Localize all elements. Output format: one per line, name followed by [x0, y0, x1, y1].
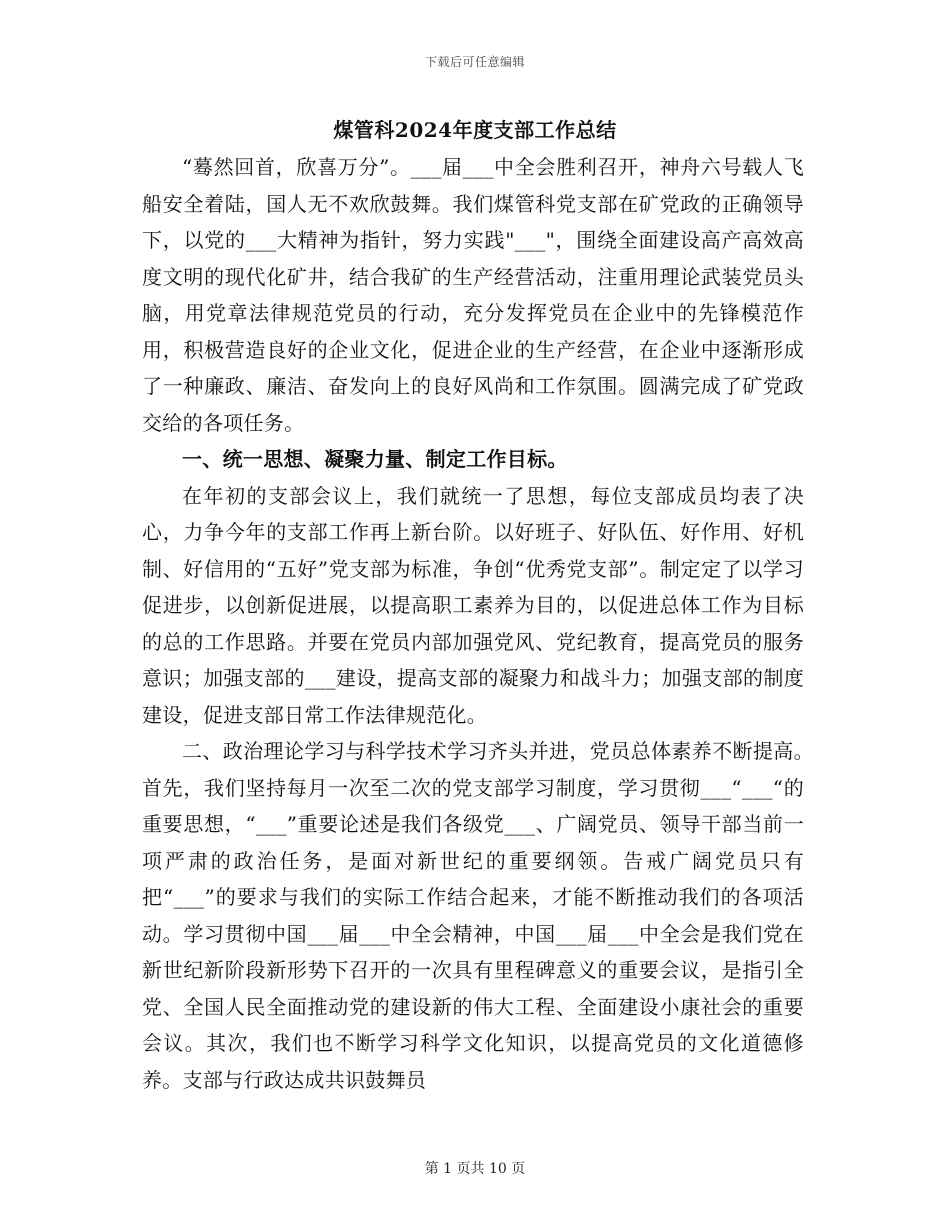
paragraph-intro: “蓦然回首，欣喜万分”。___届___中全会胜利召开，神舟六号载人飞船安全着陆，国人无不欢欣鼓舞。我们煤管科党支部在矿党政的正确领导下，以党的___大精神为指针，努力实践"___"，围绕全面建设高产高效高度文明的现代化矿井，结合我矿的生产经营活动，注重用理论武装党员头脑，用党章法律规范党员的行动，充分发挥党员在企业中的先锋模范作用，积极营造良好的企业文化，促进企业的生产经营，在企业中逐渐形成了一种廉政、廉洁、奋发向上的良好风尚和工作氛围。圆满完成了矿党政交给的各项任务。 [142, 155, 804, 435]
page-footer: 第 1 页共 10 页 [424, 1161, 526, 1177]
paragraph-section-1: 在年初的支部会议上，我们就统一了思想，每位支部成员均表了决心，力争今年的支部工作再上新台阶。以好班子、好队伍、好作用、好机制、好信用的“五好”党支部为标准，争创“优秀党支部”。制定定了以学习促进步，以创新促进展，以提高职工素养为目的，以促进总体工作为目标的总的工作思路。并要在党员内部加强党风、党纪教育，提高党员的服务意识；加强支部的___建设，提高支部的凝聚力和战斗力；加强支部的制度建设，促进支部日常工作法律规范化。 [142, 483, 804, 727]
paragraph-section-2: 二、政治理论学习与科学技术学习齐头并进，党员总体素养不断提高。 首先，我们坚持每月一次至二次的党支部学习制度，学习贯彻___“___“的重要思想，“___”重要论述是我们各级党___、广阔党员、领导干部当前一项严肃的政治任务，是面对新世纪的重要纲领。告戒广阔党员只有把“___”的要求与我们的实际工作结合起来，才能不断推动我们的各项活动。学习贯彻中国___届___中全会精神，中国___届___中全会是我们党在新世纪新阶段新形势下召开的一次具有里程碑意义的重要会议，是指引全党、全国人民全面推动党的建设新的伟大工程、全面建设小康社会的重要会议。其次，我们也不断学习科学文化知识，以提高党员的文化道德修养。支部与行政达成共识鼓舞员 [142, 739, 825, 1092]
document-title: 煤管科2024年度支部工作总结 [333, 118, 617, 142]
section-heading-1: 一、统一思想、凝聚力量、制定工作目标。 [182, 447, 568, 471]
header-note: 下载后可任意编辑 [424, 55, 525, 69]
document-body [142, 149, 825, 1098]
